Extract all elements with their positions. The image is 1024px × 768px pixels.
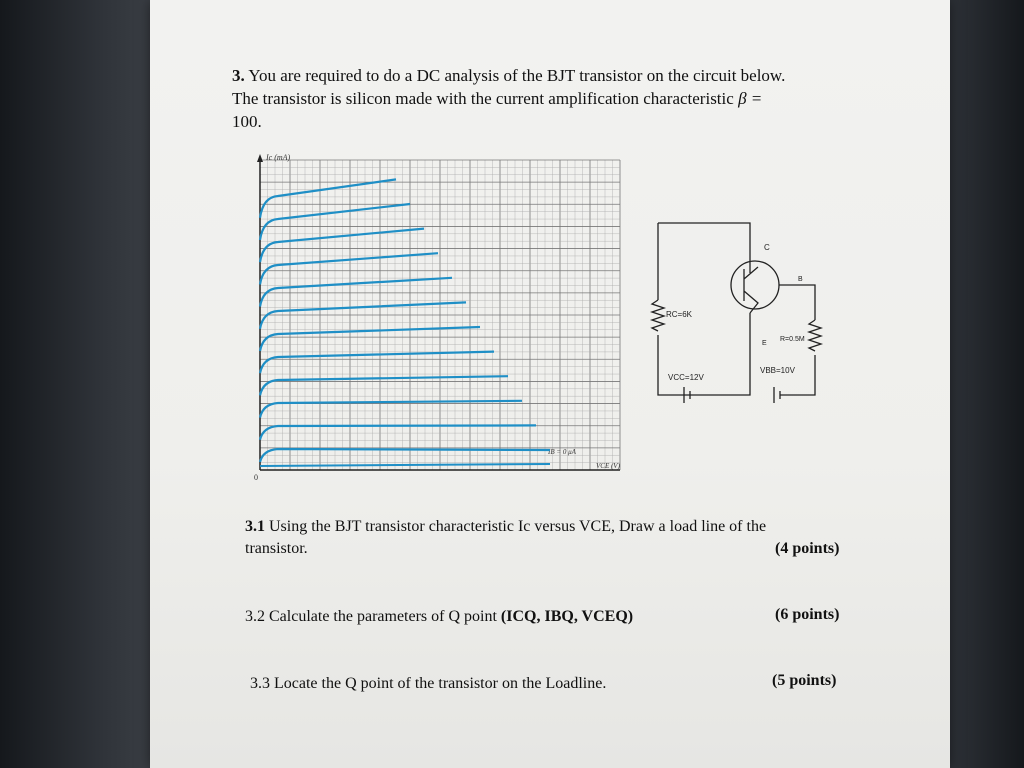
ib-curve [260,352,494,374]
vbb-battery-icon [774,387,780,403]
ib-curve [260,179,396,217]
characteristic-curves [260,179,550,466]
bjt-circuit-diagram [640,205,830,420]
subquestion-3-3 [250,675,606,693]
question-line-1: You are required to do a DC analysis of the BJT transistor on the circuit below. [248,66,786,85]
transistor-leads [744,255,758,313]
ib-curve [260,278,452,307]
ib-curve [260,376,508,395]
monitor-bezel-left [0,0,150,768]
bjt-characteristic-graph [250,150,630,490]
subquestion-3-1 [245,516,855,560]
ib-curve [260,449,550,462]
rc-label: RC=6K [666,310,693,319]
collector-label: C [764,243,770,252]
question-line-3: 100. [232,112,262,131]
beta-symbol: β = [738,89,763,108]
collector-wire [658,223,750,255]
base-label: B [798,276,803,283]
left-wire-bottom [658,335,680,395]
subquestion-3-2 [245,608,633,626]
x-axis-label: VCE (V) [596,462,620,470]
points-badge: (5 points) [772,672,837,689]
vbb-label: VBB=10V [760,366,795,375]
rb-label: R=0.5M [780,336,805,343]
rb-resistor-symbol [809,320,821,351]
q-point-params: (ICQ, IBQ, VCEQ) [500,608,634,625]
emitter-label: E [762,340,767,347]
ib-zero-curve [260,464,550,466]
right-wire-bottom [780,355,815,395]
graph-grid [260,160,620,470]
points-badge: (6 points) [775,606,840,623]
subquestion-number: 3.1 [245,518,265,535]
monitor-bezel-right [949,0,1024,768]
ib-curve [260,302,466,328]
origin-label: 0 [254,473,258,482]
question-line-2: The transistor is silicon made with the current amplification characteristic [232,89,734,108]
exam-sheet [150,0,950,768]
subquestion-text: Calculate the parameters of Q point [269,608,497,625]
question-3-text [232,64,862,133]
points-badge: (4 points) [775,540,840,557]
subquestion-text: Using the BJT transistor characteristic Ic versus VCE, Draw a load line of the [269,518,767,535]
transistor-symbol [731,261,779,309]
y-axis-arrow-icon [257,154,263,162]
rc-resistor-symbol [652,300,664,331]
ib-curve [260,425,536,439]
subquestion-number: 3.3 [250,675,270,692]
vcc-label: VCC=12V [668,373,704,382]
ib-curve [260,327,480,351]
subquestion-number: 3.2 [245,608,265,625]
emitter-wire [680,313,750,395]
question-number: 3. [232,66,245,85]
subquestion-text: Locate the Q point of the transistor on the Loadline. [274,675,607,692]
subquestion-text-cont: transistor. [245,540,308,557]
ib-zero-label: IB = 0 μA [548,448,576,456]
y-axis-label: Ic (mA) [266,153,291,162]
base-wire [779,285,815,320]
